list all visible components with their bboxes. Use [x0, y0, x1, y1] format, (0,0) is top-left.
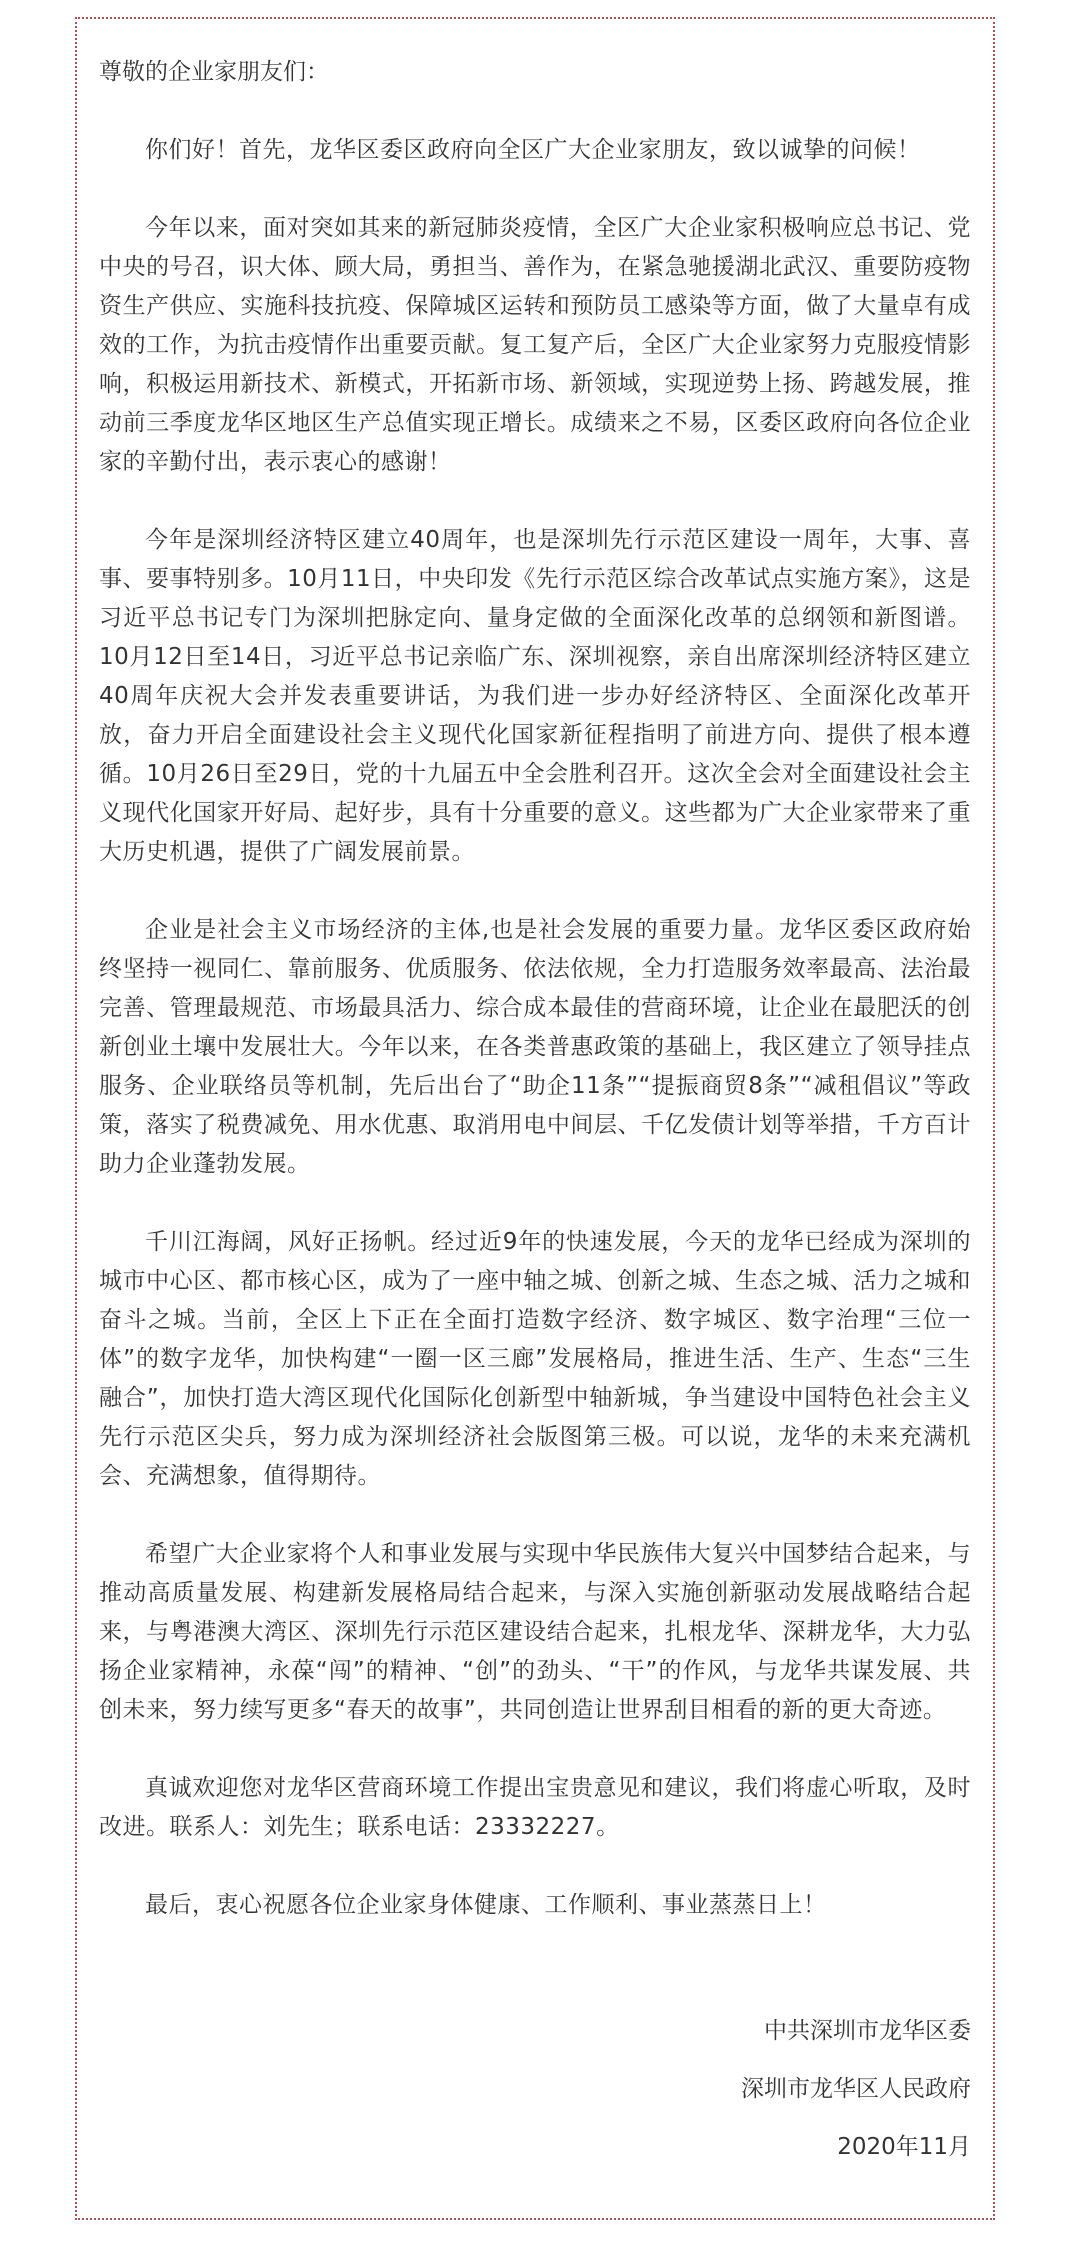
letter-paragraph-hopes-for-entrepreneurs: 希望广大企业家将个人和事业发展与实现中华民族伟大复兴中国梦结合起来，与推动高质量发展、构建新发展格局结合起来，与深入实施创新驱动发展战略结合起来，与粤港澳大湾区、深圳先行示范区建设结合起来，扎根龙华、深耕龙华，大力弘扬企业家精神，永葆“闯”的精神、“创”的劲头、“干”的作风，与龙华共谋发展、共创未来，努力续写更多“春天的故事”，共同创造让世界刮目相看的新的更大奇迹。	[99, 1541, 971, 1723]
letter-dotted-border	[75, 17, 995, 2220]
letter-paragraph-epidemic-response: 今年以来，面对突如其来的新冠肺炎疫情，全区广大企业家积极响应总书记、党中央的号召，识大体、顾大局，勇担当、善作为，在紧急驰援湖北武汉、重要防疫物资生产供应、实施科技抗疫、保障城区运转和预防员工感染等方面，做了大量卓有成效的工作，为抗击疫情作出重要贡献。复工复产后，全区广大企业家努力克服疫情影响，积极运用新技术、新模式，开拓新市场、新领域，实现逆势上扬、跨越发展，推动前三季度龙华区地区生产总值实现正增长。成绩来之不易，区委区政府向各位企业家的辛勤付出，表示衷心的感谢！	[99, 215, 971, 475]
letter-salutation: 尊敬的企业家朋友们：	[99, 59, 329, 85]
letter-paragraph-contact-info: 真诚欢迎您对龙华区营商环境工作提出宝贵意见和建议，我们将虚心听取，及时改进。联系人：刘先生；联系电话：23332227。	[99, 1775, 971, 1840]
signature-block	[99, 2011, 971, 2167]
signature-date: 2020年11月	[837, 2134, 971, 2160]
signature-org-party-committee: 中共深圳市龙华区委	[764, 2018, 971, 2044]
signature-org-people-government: 深圳市龙华区人民政府	[741, 2076, 971, 2102]
letter-paragraph-sez-anniversary: 今年是深圳经济特区建立40周年，也是深圳先行示范区建设一周年，大事、喜事、要事特别多。10月11日，中央印发《先行示范区综合改革试点实施方案》，这是习近平总书记专门为深圳把脉定向、量身定做的全面深化改革的总纲领和新图谱。10月12日至14日，习近平总书记亲临广东、深圳视察，亲自出席深圳经济特区建立40周年庆祝大会并发表重要讲话，为我们进一步办好经济特区、全面深化改革开放，奋力开启全面建设社会主义现代化国家新征程指明了前进方向、提供了根本遵循。10月26日至29日，党的十九届五中全会胜利召开。这次全会对全面建设社会主义现代化国家开好局、起好步，具有十分重要的意义。这些都为广大企业家带来了重大历史机遇，提供了广阔发展前景。	[99, 527, 971, 865]
letter-paragraph-greeting: 你们好！首先，龙华区委区政府向全区广大企业家朋友，致以诚挚的问候！	[145, 137, 921, 163]
letter-body	[77, 19, 993, 2167]
letter-paragraph-closing-wishes: 最后，衷心祝愿各位企业家身体健康、工作顺利、事业蒸蒸日上！	[145, 1892, 827, 1918]
letter-paragraph-longhua-development: 千川江海阔，风好正扬帆。经过近9年的快速发展，今天的龙华已经成为深圳的城市中心区、都市核心区，成为了一座中轴之城、创新之城、生态之城、活力之城和奋斗之城。当前，全区上下正在全面打造数字经济、数字城区、数字治理“三位一体”的数字龙华，加快构建“一圈一区三廊”发展格局，推进生活、生产、生态“三生融合”，加快打造大湾区现代化国际化创新型中轴新城，争当建设中国特色社会主义先行示范区尖兵，努力成为深圳经济社会版图第三极。可以说，龙华的未来充满机会、充满想象，值得期待。	[99, 1229, 971, 1489]
letter-paragraph-business-environment: 企业是社会主义市场经济的主体,也是社会发展的重要力量。龙华区委区政府始终坚持一视同仁、靠前服务、优质服务、依法依规，全力打造服务效率最高、法治最完善、管理最规范、市场最具活力、综合成本最佳的营商环境，让企业在最肥沃的创新创业土壤中发展壮大。今年以来，在各类普惠政策的基础上，我区建立了领导挂点服务、企业联络员等机制，先后出台了“助企11条”“提振商贸8条”“减租倡议”等政策，落实了税费减免、用水优惠、取消用电中间层、千亿发债计划等举措，千方百计助力企业蓬勃发展。	[99, 917, 971, 1177]
